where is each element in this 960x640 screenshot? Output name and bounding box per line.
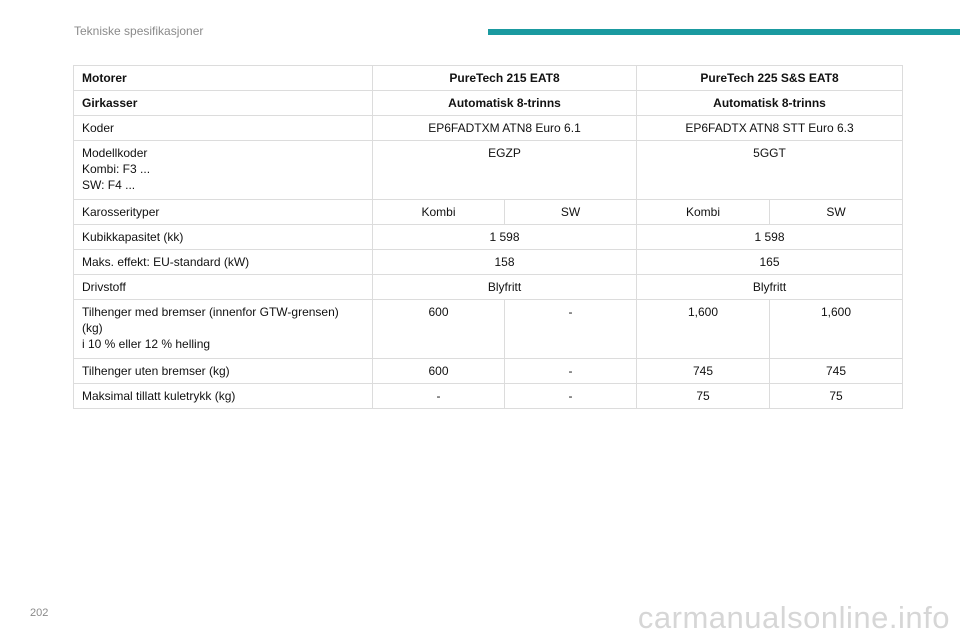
header-accent-bar [488,29,960,35]
table-cell: 600 [373,300,505,359]
label-line: (kg) [82,321,103,335]
row-label: Maksimal tillatt kuletrykk (kg) [74,384,373,409]
table-row-gearboxes [74,91,903,116]
row-label: Drivstoff [74,275,373,300]
row-label: Kubikkapasitet (kk) [74,225,373,250]
table-cell: 600 [373,359,505,384]
row-label [74,141,373,200]
table-cell: SW [770,200,903,225]
table-row-unbraked-trailer [74,359,903,384]
table-row-model-codes [74,141,903,200]
table-cell: 75 [637,384,770,409]
label-line: i 10 % eller 12 % helling [82,337,211,351]
table-row-max-power [74,250,903,275]
table-cell: - [505,359,637,384]
table-cell: 1 598 [373,225,637,250]
table-cell: Kombi [373,200,505,225]
table-row-braked-trailer [74,300,903,359]
row-label: Tilhenger uten bremser (kg) [74,359,373,384]
table-cell: 1 598 [637,225,903,250]
row-label: Motorer [74,66,373,91]
table-cell: Kombi [637,200,770,225]
table-row-codes [74,116,903,141]
table-row-engines [74,66,903,91]
table-cell: 5GGT [637,141,903,200]
row-label [74,300,373,359]
table-cell: 745 [637,359,770,384]
table-cell: - [373,384,505,409]
table-row-body-types [74,200,903,225]
watermark: carmanualsonline.info [637,600,950,635]
engine-225: PureTech 225 S&S EAT8 [637,66,903,91]
spec-table [73,65,903,409]
table-row-displacement [74,225,903,250]
table-cell: SW [505,200,637,225]
label-line: Modellkoder [82,146,148,160]
row-label: Karosserityper [74,200,373,225]
table-cell: 165 [637,250,903,275]
page-number: 202 [30,607,49,619]
table-row-nose-weight [74,384,903,409]
table-cell: 1,600 [770,300,903,359]
table-cell: - [505,384,637,409]
label-line: SW: F4 ... [82,178,136,192]
table-cell: Blyfritt [373,275,637,300]
table-cell: EGZP [373,141,637,200]
table-cell: Blyfritt [637,275,903,300]
table-cell: Automatisk 8-trinns [373,91,637,116]
engine-215: PureTech 215 EAT8 [373,66,637,91]
row-label: Girkasser [74,91,373,116]
label-line: Kombi: F3 ... [82,162,151,176]
table-cell: 158 [373,250,637,275]
row-label: Maks. effekt: EU-standard (kW) [74,250,373,275]
table-cell: EP6FADTX ATN8 STT Euro 6.3 [637,116,903,141]
label-line: Tilhenger med bremser (innenfor GTW-grensen) [82,305,339,319]
table-cell: EP6FADTXM ATN8 Euro 6.1 [373,116,637,141]
table-row-fuel [74,275,903,300]
table-cell: 745 [770,359,903,384]
table-cell: 1,600 [637,300,770,359]
table-cell: 75 [770,384,903,409]
row-label: Koder [74,116,373,141]
section-title: Tekniske spesifikasjoner [74,24,204,38]
table-cell: Automatisk 8-trinns [637,91,903,116]
table-cell: - [505,300,637,359]
